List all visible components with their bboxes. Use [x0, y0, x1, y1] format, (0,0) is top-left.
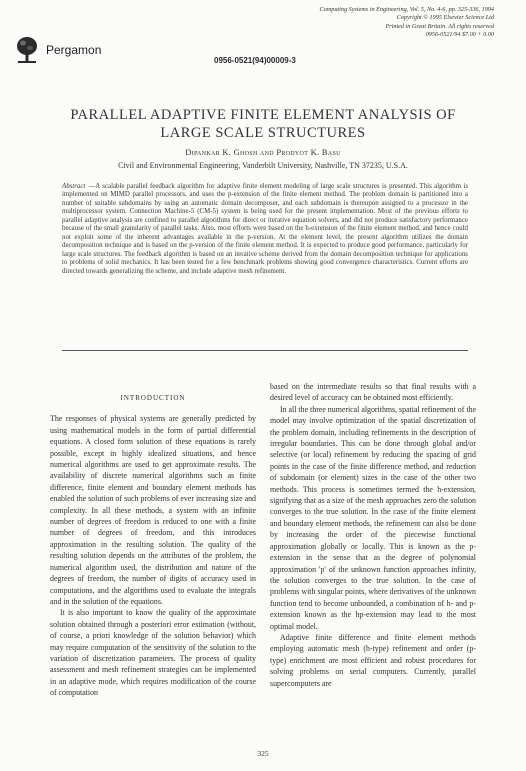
journal-line: Computing Systems in Engineering, Vol. 5, No. 4-6, pp. 325-336, 1994 [319, 6, 494, 13]
abstract-label: Abstract [62, 183, 86, 190]
paragraph: based on the intermediate results so that final results with a desired level of accuracy can be obtained most efficiently. [270, 382, 476, 403]
paragraph: Adaptive finite difference and finite element methods employing automatic mesh (h-type) refinement and order (p-type) enrichment are most efficient and robust procedures for solving problems on serial computers. Currently, parallel supercomputers are [270, 632, 476, 688]
section-heading: INTRODUCTION [120, 394, 186, 402]
article-title [0, 106, 526, 142]
page-number: 325 [257, 749, 269, 758]
publisher-logo [14, 36, 101, 64]
abstract [62, 183, 468, 276]
journal-citation [284, 6, 494, 39]
authors: Dipankar K. Ghosh and Prodyot K. Basu [185, 147, 341, 157]
publisher-name: Pergamon [46, 43, 102, 57]
journal-line: Printed in Great Britain. All rights reserved [385, 22, 494, 30]
article-identifier: 0956-0521(94)00009-3 [214, 56, 296, 65]
journal-line: 0956-0521/94 $7.00 + 0.00 [425, 30, 494, 38]
page-header [0, 0, 526, 70]
affiliation: Civil and Environmental Engineering, Vanderbilt University, Nashville, TN 37235, U.S.A. [118, 161, 408, 170]
title-line: LARGE SCALE STRUCTURES [160, 125, 366, 141]
abstract-text: —A scalable parallel feedback algorithm for adaptive finite element modeling of large scale structures is presented. This algorithm is implemented on MIMD parallel processors, and uses the p-extension of the finite element method. The problem domain is partitioned into a number of suitable subdomains by using an automatic domain decomposer, and each subdomain is thereupon assigned to a processor in the multiprocessor system. Connection Machine-5 (CM-5) system is being used for the present implementation. Most of the previous efforts to parallel adaptive analysis are confined to parallel algorithms for direct or iterative equation solvers, and did not produce satisfactory performance because of the small granularity of parallel tasks. Also, most efforts were based on the h-extension of the finite element method, and hence could not exploit some of the inherent advantages available in the p-version. At the element level, the present algorithm utilizes the domain decomposition technique and is based on the p-version of the finite element method. It is expected to produce good performance, particularly for large scale structures. The feedback algorithm is based on an iterative scheme derived from the domain decomposition technique for applications to problems of solid mechanics. It has been tested for a few benchmark problems showing good convergence characteristics. Current efforts are directed towards generalizing the scheme, and include adaptive mesh refinement. [62, 183, 468, 275]
publisher-tree-icon [14, 36, 40, 64]
divider [62, 350, 468, 351]
journal-line: Copyright © 1995 Elsevier Science Ltd [396, 14, 494, 22]
paragraph: In all the three numerical algorithms, spatial refinement of the model may involve optimization of the spatial discretization of the problem domain, including refinements in the description of irregular boundaries. This can be done through global and/or selective (or local) refinement by reducing the spacing of grid points in the case of the finite difference method, and reduction of subdomain (or element) sizes in the case of the other two methods. This process is sometimes termed the h-extension, signifying that as a size of the mesh approaches zero the solution converges to the true solution. In the case of the finite element and boundary element methods, the refinement can also be done by increasing the order of the piecewise functional approximation globally or locally. This is known as the p-extension in the sense that as the degree of polynomial approximation 'p' of the unknown function approaches infinity, the solution converges to the true solution. In the case of problems with singular points, where derivatives of the unknown function tend to become unbounded, a combination of h- and p-extension known as the hp-extension may lead to the most optimal model. [270, 404, 476, 631]
left-column [50, 390, 256, 699]
right-column [270, 381, 476, 689]
title-line: PARALLEL ADAPTIVE FINITE ELEMENT ANALYSIS OF [70, 107, 456, 123]
paragraph: The responses of physical systems are generally predicted by using mathematical models in the form of partial differential equations. A closed form solution of these equations is rarely possible, except in highly idealized situations, and hence numerical algorithms are used to get approximate results. The availability of discrete numerical algorithms such as finite difference, finite element and boundary element methods has enabled the solution of such problems of ever increasing size and complexity. In all these methods, a system with an infinite number of degrees of freedom is reduced to one with a finite number of degrees of freedom, and this introduces approximation in the resulting solution. The quality of the resulting solution depends on the attributes of the problem, the numerical algorithm used, the distribution and nature of the degrees of freedom, the number of digits of accuracy used in computations, and the algorithms used to evaluate the integrals and in the solution of the equations. [50, 414, 256, 606]
paragraph: It is also important to know the quality of the approximate solution obtained through a posteriori error estimation (without, of course, a priori knowledge of the solution behavior) which may require computation of the sensitivity of the solution to the variation of discretization parameters. The process of quality assessment and mesh refinement strategies can be implemented in an adaptive mode, which requires modification of the course of computation [50, 608, 256, 698]
